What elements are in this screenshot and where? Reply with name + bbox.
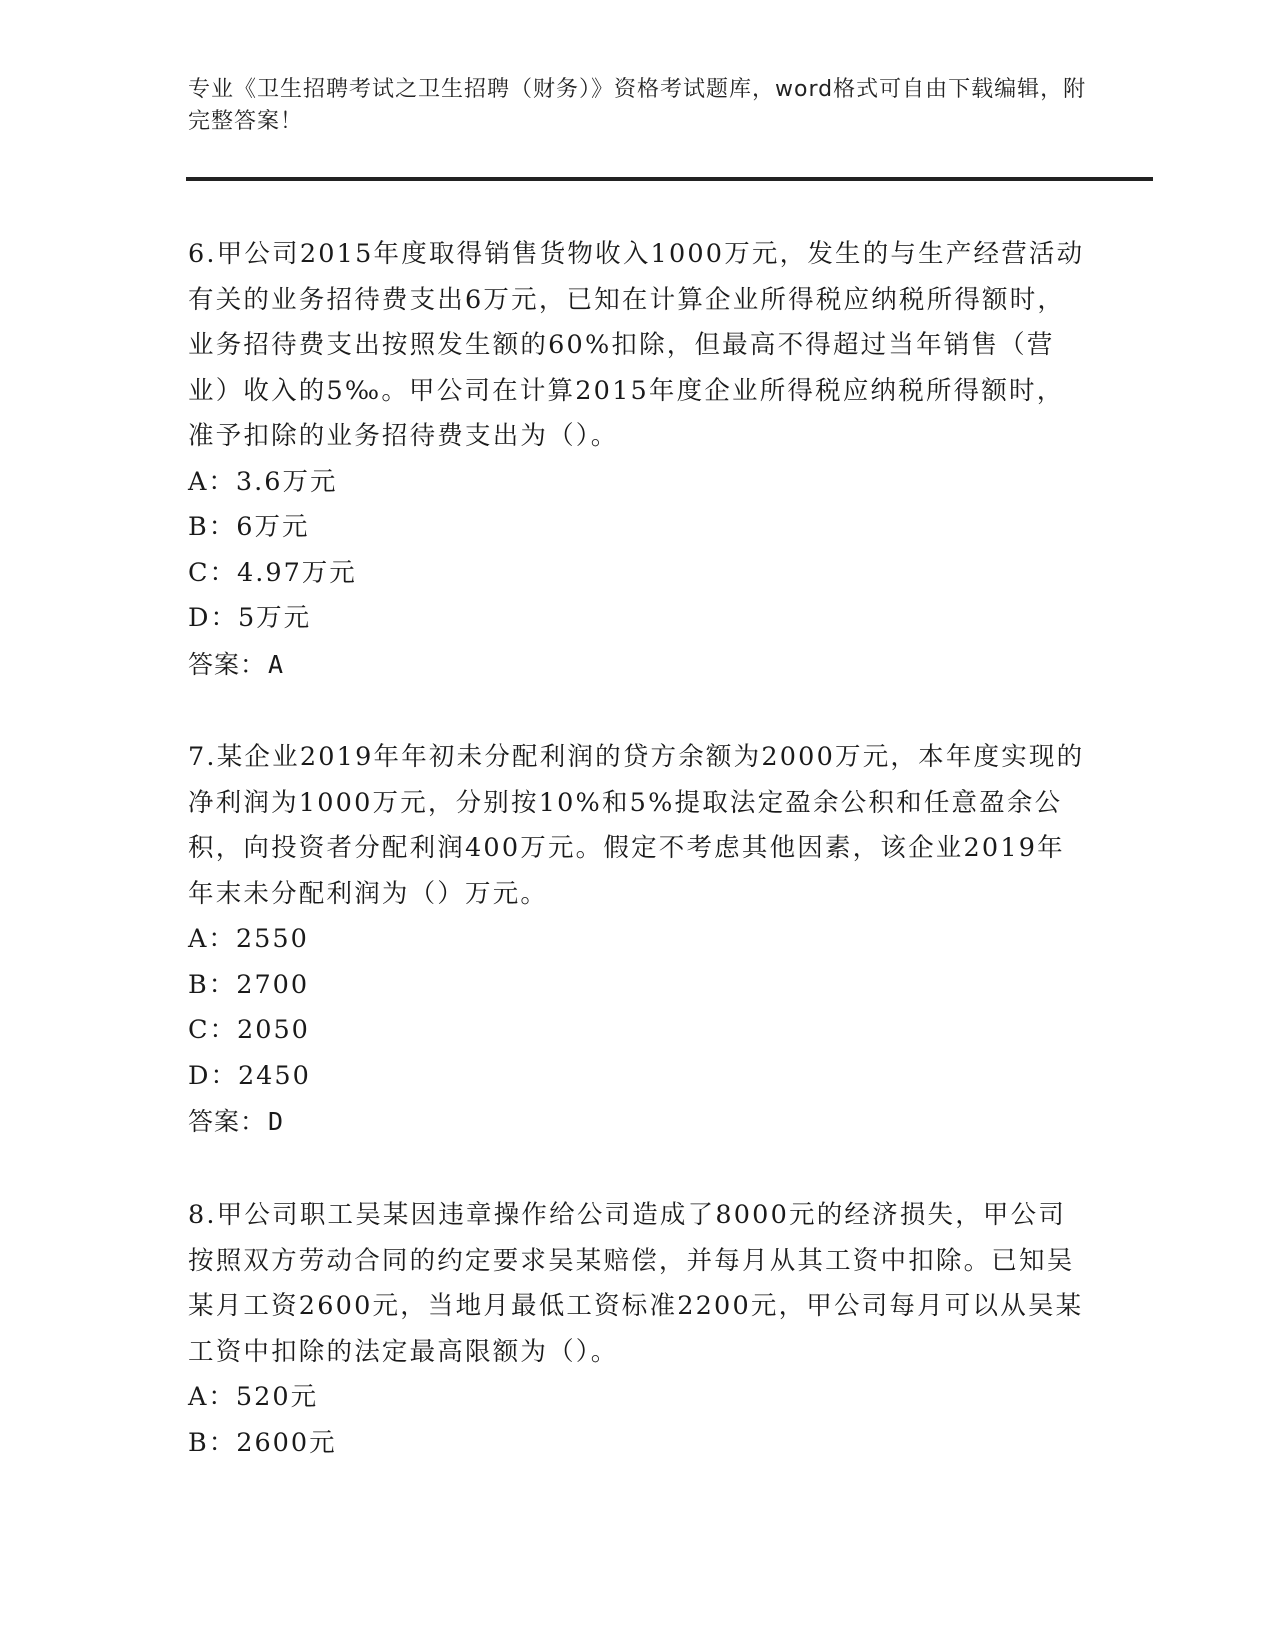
option-a: A：3.6万元 <box>188 466 338 497</box>
question-stem: 7.某企业2019年年初未分配利润的贷方余额为2000万元，本年度实现的净利润为1000万元，分别按10%和5%提取法定盈余公积和任意盈余公积，向投资者分配利润400万元。假定不考虑其他因素，该企业2019年年末未分配利润为（）万元。 <box>188 742 1085 909</box>
question-block <box>188 232 1088 687</box>
option-d: D：5万元 <box>188 603 312 633</box>
answer-line <box>188 642 1088 688</box>
answer-value: D <box>268 1107 285 1136</box>
option-b: B：2600元 <box>188 1427 337 1458</box>
option-a: A：2550 <box>188 924 309 954</box>
answer-value: A <box>268 649 285 679</box>
option-c: C：2050 <box>188 1015 310 1045</box>
header-divider <box>186 177 1153 181</box>
question-block <box>188 735 1088 1145</box>
option-c: C：4.97万元 <box>188 557 357 588</box>
option-b: B：6万元 <box>188 512 310 542</box>
question-stem: 6.甲公司2015年度取得销售货物收入1000万元，发生的与生产经营活动有关的业务招待费支出6万元，已知在计算企业所得税应纳税所得额时，业务招待费支出按照发生额的60%扣除，但最高不得超过当年销售（营业）收入的5‰。甲公司在计算2015年度企业所得税应纳税所得额时，准予扣除的业务招待费支出为（）。 <box>188 239 1085 451</box>
option-d: D：2450 <box>188 1060 311 1091</box>
answer-label: 答案： <box>188 1107 267 1136</box>
document-header: 专业《卫生招聘考试之卫生招聘（财务）》资格考试题库，word格式可自由下载编辑，附完整答案！ <box>188 77 1087 134</box>
answer-line <box>188 1099 1088 1145</box>
question-block <box>188 1193 1088 1466</box>
answer-label: 答案： <box>188 649 267 679</box>
question-stem: 8.甲公司职工吴某因违章操作给公司造成了8000元的经济损失，甲公司按照双方劳动合同的约定要求吴某赔偿，并每月从其工资中扣除。已知吴某月工资2600元，当地月最低工资标准2200元，甲公司每月可以从吴某工资中扣除的法定最高限额为（）。 <box>188 1200 1084 1367</box>
option-a: A：520元 <box>188 1382 319 1412</box>
option-b: B：2700 <box>188 969 310 1000</box>
